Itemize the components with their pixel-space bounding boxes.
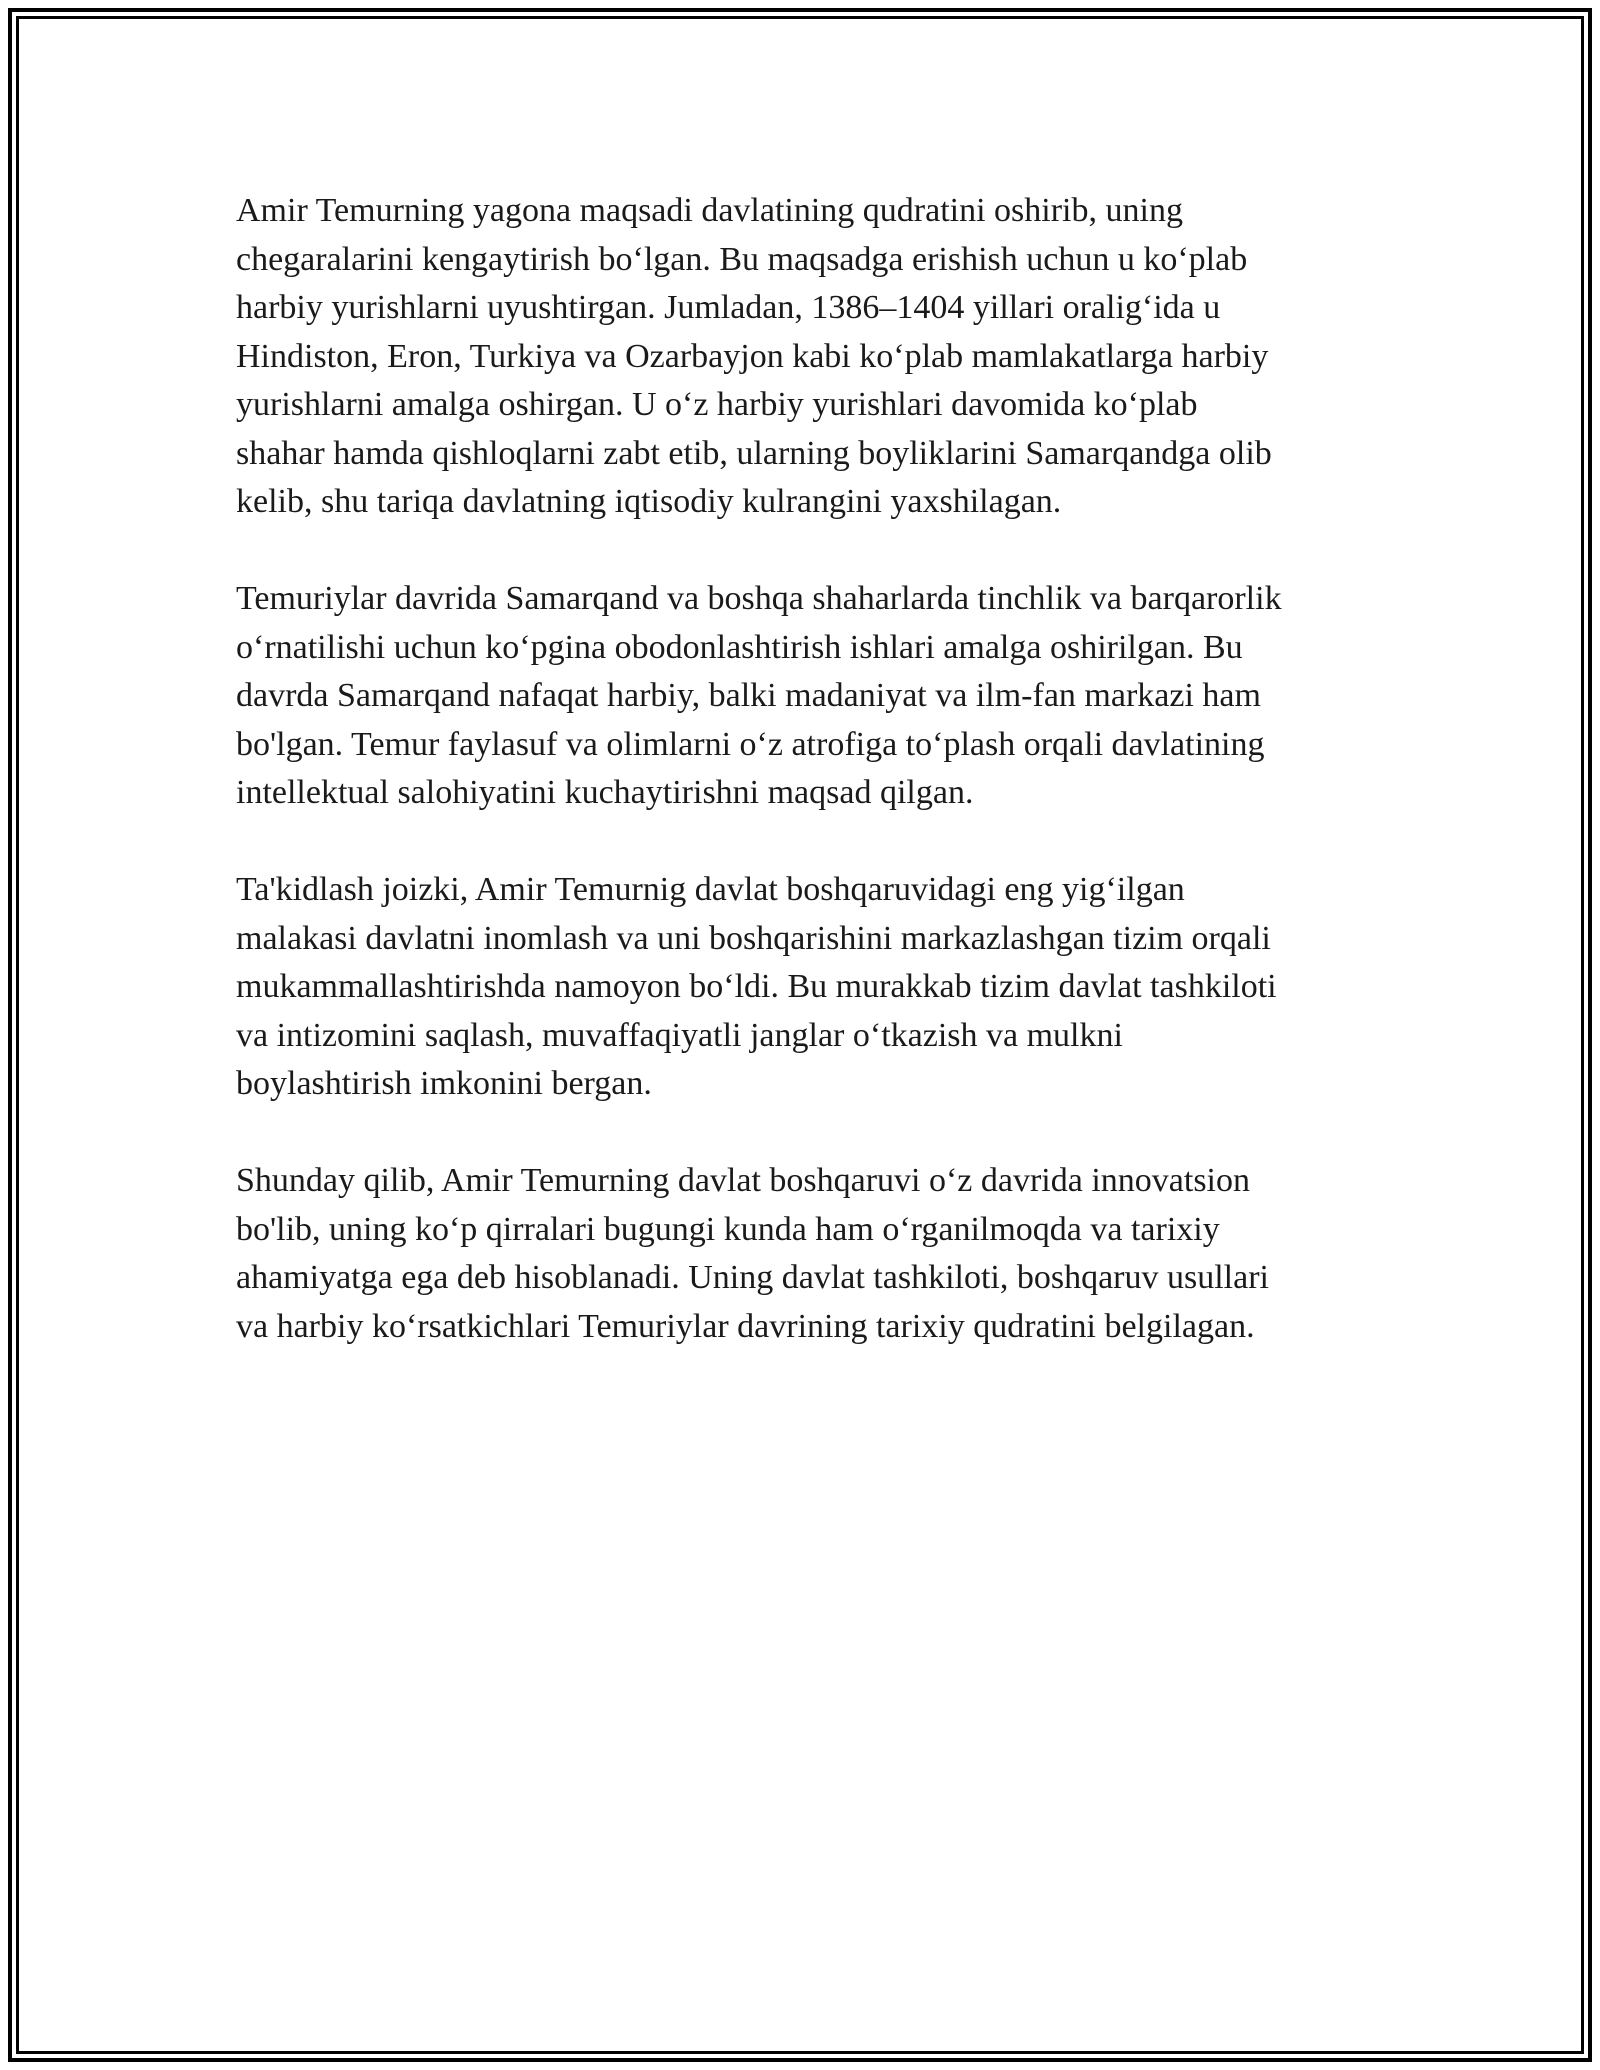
text-line: boylashtirish imkonini bergan.: [236, 1065, 652, 1102]
text-line: bo'lgan. Temur faylasuf va olimlarni o‘z atrofiga to‘plash orqali davlatining: [236, 725, 1265, 763]
text-line: intellektual salohiyatini kuchaytirishni maqsad qilgan.: [236, 774, 974, 811]
text-line: harbiy yurishlarni uyushtirgan. Jumladan, 1386–1404 yillari oralig‘ida u: [236, 289, 1221, 326]
paragraph-4: [236, 1157, 1376, 1351]
text-line: mukammallashtirishda namoyon bo‘ldi. Bu murakkab tizim davlat tashkiloti: [236, 968, 1277, 1005]
text-line: davrda Samarqand nafaqat harbiy, balki madaniyat va ilm-fan markazi ham: [236, 677, 1261, 714]
text-line: shahar hamda qishloqlarni zabt etib, ularning boyliklarini Samarqandga olib: [236, 434, 1272, 472]
text-line: kelib, shu tariqa davlatning iqtisodiy kulrangini yaxshilagan.: [236, 483, 1062, 520]
text-line: Hindiston, Eron, Turkiya va Ozarbayjon kabi ko‘plab mamlakatlarga harbiy: [236, 337, 1269, 375]
text-line: va intizomini saqlash, muvaffaqiyatli janglar o‘tkazish va mulkni: [236, 1016, 1123, 1054]
paragraph-1: [236, 187, 1376, 527]
text-line: yurishlarni amalga oshirgan. U o‘z harbiy yurishlari davomida ko‘plab: [236, 386, 1198, 423]
text-line: Shunday qilib, Amir Temurning davlat boshqaruvi o‘z davrida innovatsion: [236, 1162, 1251, 1199]
paragraph-3: [236, 866, 1376, 1109]
text-line: ahamiyatga ega deb hisoblanadi. Uning davlat tashkiloti, boshqaruv usullari: [236, 1259, 1269, 1296]
text-line: Amir Temurning yagona maqsadi davlatining qudratini oshirib, uning: [236, 192, 1183, 229]
text-line: Ta'kidlash joizki, Amir Temurnig davlat boshqaruvidagi eng yig‘ilgan: [236, 871, 1185, 908]
text-line: chegaralarini kengaytirish bo‘lgan. Bu maqsadga erishish uchun u ko‘plab: [236, 240, 1248, 278]
text-line: Temuriylar davrida Samarqand va boshqa shaharlarda tinchlik va barqarorlik: [236, 580, 1282, 617]
text-line: bo'lib, uning ko‘p qirralari bugungi kunda ham o‘rganilmoqda va tarixiy: [236, 1210, 1220, 1248]
text-line: va harbiy ko‘rsatkichlari Temuriylar davrining tarixiy qudratini belgilagan.: [236, 1307, 1255, 1345]
paragraph-2: [236, 575, 1376, 818]
text-line: o‘rnatilishi uchun ko‘pgina obodonlashtirish ishlari amalga oshirilgan. Bu: [236, 628, 1243, 666]
document-body: [236, 187, 1376, 1400]
text-line: malakasi davlatni inomlash va uni boshqarishini markazlashgan tizim orqali: [236, 919, 1271, 957]
